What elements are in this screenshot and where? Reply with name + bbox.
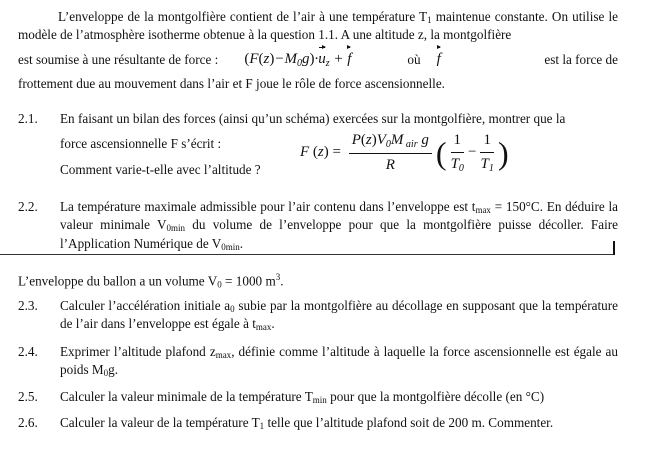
v0-subscript: 0: [217, 279, 222, 290]
question-text: subie par la montgolfière au décollage en supposant que la température de l’air dans l’enveloppe est égale à t: [60, 298, 619, 332]
intro-text: L’enveloppe de la montgolfière contient de l’air à une température T: [58, 9, 428, 24]
tmin-subscript: min: [312, 395, 327, 405]
question-text: Calculer la valeur minimale de la température T: [60, 389, 313, 404]
zmax-subscript: max: [215, 350, 232, 360]
cube-exponent: 3: [275, 272, 281, 282]
period: .: [280, 273, 284, 289]
question-text: La température maximale admissible pour l’air contenu dans l’enveloppe est t: [60, 199, 476, 214]
question-number: 2.3.: [18, 298, 38, 313]
question-text: telle que l’altitude plafond soit de 200 m. Commenter.: [264, 415, 554, 430]
intro-text-end: maintenue constante. On utilise le modèle de l’atmosphère isotherme obtenue à la question 1.1. A une altitude z, la montgolfière: [18, 9, 618, 43]
tmax-subscript: max: [475, 205, 491, 215]
question-text: En faisant un bilan des forces (ainsi qu’un schéma) exercées sur la montgolfière, montrer que la: [60, 111, 566, 126]
ascension-force-equation: F ( z ) = $\frac{P(z)V_0M _{air} g}{R}$ ( $\frac{1}{T_0}$ − $\frac{1}{T_1}$ ): [300, 132, 509, 174]
period: .: [271, 316, 275, 332]
question-2-4: [18, 343, 618, 380]
inverse-t0-fraction: $\frac{1}{T_0}$: [450, 132, 464, 174]
friction-vector: f: [437, 49, 441, 70]
question-text: Comment varie-t-elle avec l’altitude ?: [60, 162, 261, 178]
volume-statement: [18, 271, 284, 291]
ou-word: où: [407, 51, 421, 67]
question-text: Exprimer l’altitude plafond z: [60, 344, 216, 359]
t1-subscript: 1: [427, 15, 432, 25]
question-number: 2.4.: [18, 344, 38, 359]
question-2-3: [18, 297, 618, 334]
question-2-6: [18, 414, 618, 432]
question-2-2: [18, 198, 618, 253]
question-text: Calculer la valeur de la température T: [60, 415, 260, 430]
question-text: g.: [108, 362, 118, 378]
question-text: force ascensionnelle F s’écrit :: [60, 136, 222, 152]
section-divider: [0, 254, 614, 255]
question-text: Calculer l’accélération initiale a: [60, 298, 231, 313]
divider-end-mark: [613, 241, 615, 255]
force-label: est soumise à une résultante de force :: [18, 51, 219, 67]
t1-subscript: 1: [259, 421, 265, 431]
intro-line-3: frottement due au mouvement dans l’air et F joue le rôle de force ascensionnelle.: [18, 75, 445, 91]
question-number: 2.5.: [18, 389, 38, 404]
question-text: pour que la montgolfière décolle (en °C): [326, 389, 545, 404]
intro-paragraph: [18, 8, 618, 93]
question-number: 2.6.: [18, 415, 38, 430]
volume-text: L’enveloppe du ballon a un volume V: [18, 273, 218, 289]
question-text: du volume de l’enveloppe pour que la montgolfière puisse décoller. Faire l’Application Numérique de V: [60, 217, 618, 251]
main-fraction: $\frac{P(z)V_0M _{air} g}{R}$: [349, 130, 432, 175]
question-text: = 150°C. En déduire la valeur minimale V: [60, 199, 618, 233]
question-2-5: [18, 388, 618, 406]
inverse-t1-fraction: $\frac{1}{T_1}$: [480, 132, 494, 174]
v0min-subscript: 0min: [166, 223, 186, 234]
force-description: est la force de: [544, 51, 618, 67]
a0-subscript: 0: [230, 304, 235, 314]
intro-line-1: [18, 8, 618, 45]
question-number: 2.2.: [18, 199, 38, 214]
tmax-subscript: max: [255, 322, 272, 333]
force-equation-line: [18, 45, 618, 75]
volume-value: = 1000 m: [221, 273, 276, 289]
m0-subscript: 0: [103, 368, 109, 379]
period: .: [239, 235, 244, 251]
question-text: , définie comme l’altitude à laquelle la force ascensionnelle est égale au poids M: [60, 344, 619, 378]
question-number: 2.1.: [18, 111, 38, 126]
force-resultant-equation: $(F(z)-M_0g)\cdot u_z + f$: [244, 50, 352, 69]
v0min-subscript: 0min: [221, 241, 240, 252]
